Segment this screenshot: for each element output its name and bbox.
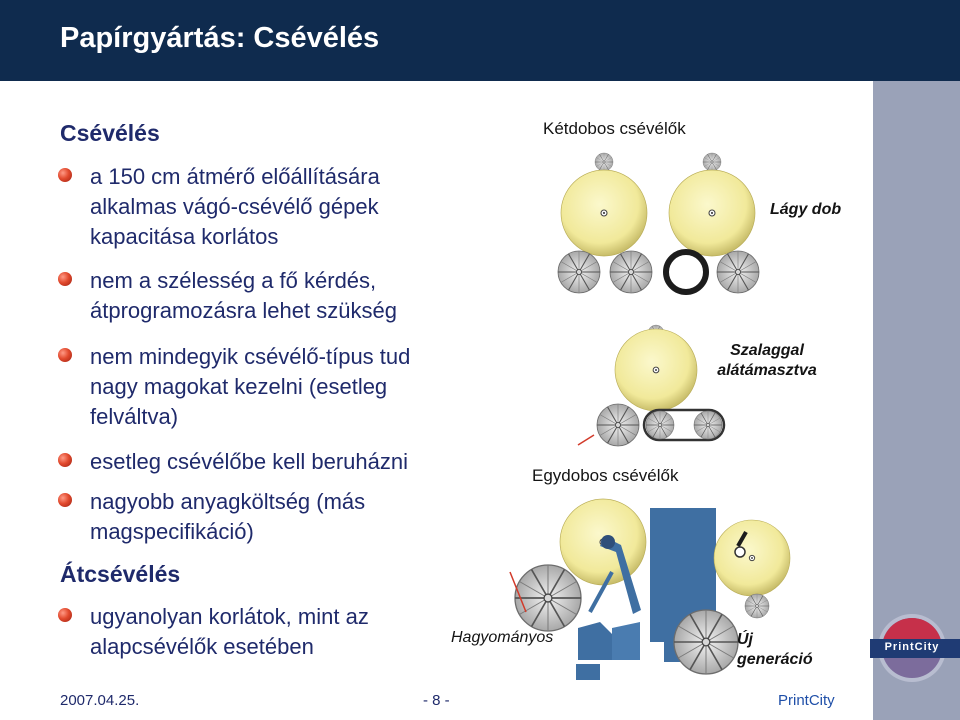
belt-supported-winder [578, 325, 724, 446]
bullet-3-line-3: felváltva) [90, 404, 179, 429]
soft-drum [666, 252, 706, 292]
label-belt-supported [707, 341, 827, 381]
bullet-4-line-1: esetleg csévélőbe kell beruházni [90, 449, 408, 474]
footer-page-number: - 8 - [423, 692, 450, 709]
rider-roll-new [745, 594, 769, 618]
winder-drum-right [717, 251, 759, 293]
single-drum-winder-traditional [510, 499, 646, 680]
bullet-5-line-2: magspecifikáció) [90, 519, 254, 544]
bullet-6-line-2: alapcsévélők esetében [90, 634, 314, 659]
rider-roll-right [703, 153, 721, 171]
bullet-5-line-1: nagyobb anyagköltség (más [90, 489, 366, 514]
label-belt-line-2: alátámasztva [717, 362, 817, 379]
heading-atcsevetes: Átcsévélés [60, 561, 181, 587]
footer-brand: PrintCity [778, 692, 835, 709]
rider-roll-left [595, 153, 613, 171]
belt-pulley-1 [646, 411, 674, 439]
winder-drum-new [674, 610, 738, 674]
paper-roll-right [669, 170, 755, 256]
label-two-drum-winders: Kétdobos csévélők [543, 119, 686, 138]
paper-roll-new [714, 520, 790, 596]
footer-date: 2007.04.25. [60, 692, 140, 709]
label-new-line-1: Új [737, 631, 753, 648]
label-new-line-2: generáció [737, 651, 813, 668]
label-new-generation [737, 630, 813, 670]
winder-drum-left-1 [558, 251, 600, 293]
label-soft-drum: Lágy dob [770, 201, 842, 218]
two-drum-winder-left [558, 153, 652, 293]
slide-title: Papírgyártás: Csévélés [60, 22, 380, 54]
winder-drum-belt [597, 404, 639, 446]
label-traditional: Hagyományos [451, 629, 554, 646]
heading-csevetes: Csévélés [60, 120, 160, 146]
bullet-1-line-1: a 150 cm átmérő előállítására [90, 164, 380, 189]
bullet-3-line-2: nagy magokat kezelni (esetleg [90, 374, 388, 399]
paper-roll-left [561, 170, 647, 256]
bullet-3-line-1: nem mindegyik csévélő-típus tud [90, 344, 411, 369]
bullet-6-line-1: ugyanolyan korlátok, mint az [90, 604, 369, 629]
winder-drum-left-2 [610, 251, 652, 293]
logo-text: PrintCity [884, 641, 940, 653]
bullet-1-line-3: kapacitása korlátos [90, 224, 279, 249]
two-drum-winder-right [666, 153, 759, 293]
bullet-1-line-2: alkalmas vágó-csévélő gépek [90, 194, 379, 219]
label-belt-line-1: Szalaggal [730, 342, 804, 359]
bullet-2-line-2: átprogramozásra lehet szükség [90, 298, 397, 323]
bullet-2-line-1: nem a szélesség a fő kérdés, [90, 268, 377, 293]
winder-drum-traditional [515, 565, 581, 631]
machine-base-left [578, 622, 612, 660]
belt-pulley-2 [694, 411, 722, 439]
paper-roll-belt [615, 329, 697, 411]
label-single-drum-winders: Egydobos csévélők [532, 466, 679, 485]
